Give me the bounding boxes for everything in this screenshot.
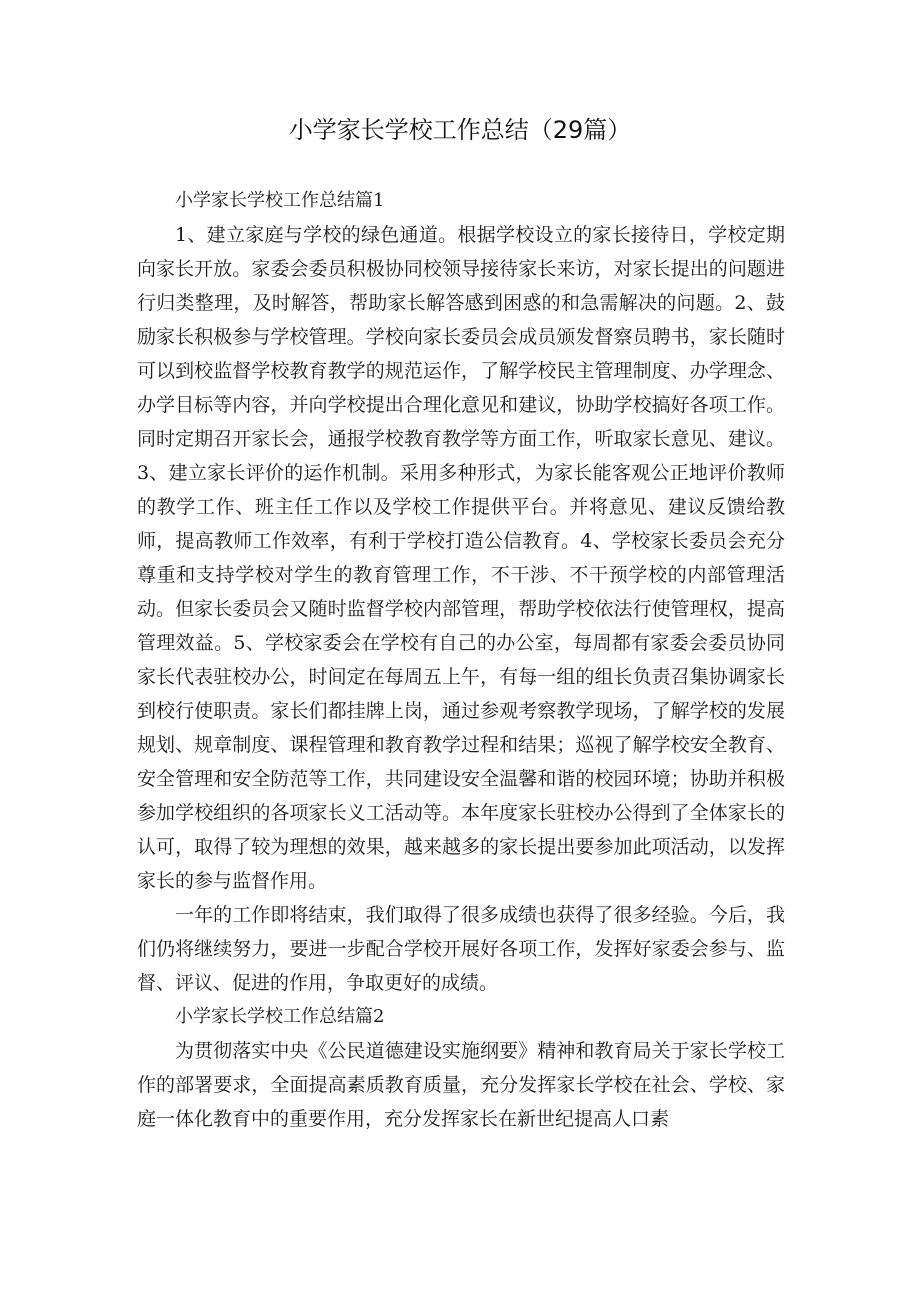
section-heading-1: 小学家长学校工作总结篇1 (175, 190, 385, 211)
document-title: 小学家长学校工作总结（29篇） (288, 116, 632, 144)
section-1-paragraph-2: 一年的工作即将结束，我们取得了很多成绩也获得了很多经验。今后，我们仍将继续努力，要进一步配合学校开展好各项工作，发挥好家委会参与、监督、评议、促进的作用，争取更好的成绩。 (137, 904, 785, 994)
section-heading-2: 小学家长学校工作总结篇2 (175, 1006, 385, 1027)
section-1-paragraph-1: 1、建立家庭与学校的绿色通道。根据学校设立的家长接待日，学校定期向家长开放。家委会委员积极协同校领导接待家长来访，对家长提出的问题进行归类整理，及时解答，帮助家长解答感到困惑的和急需解决的问题。2、鼓励家长积极参与学校管理。学校向家长委员会成员颁发督察员聘书，家长随时可以到校监督学校教育教学的规范运作，了解学校民主管理制度、办学理念、办学目标等内容，并向学校提出合理化意见和建议，协助学校搞好各项工作。同时定期召开家长会，通报学校教育教学等方面工作，听取家长意见、建议。3、建立家长评价的运作机制。采用多种形式，为家长能客观公正地评价教师的教学工作、班主任工作以及学校工作提供平台。并将意见、建议反馈给教师，提高教师工作效率，有利于学校打造公信教育。4、学校家长委员会充分尊重和支持学校对学生的教育管理工作，不干涉、不干预学校的内部管理活动。但家长委员会又随时监督学校内部管理，帮助学校依法行使管理权，提高管理效益。5、学校家委会在学校有自己的办公室，每周都有家委会委员协同家长代表驻校办公，时间定在每周五上午，有每一组的组长负责召集协调家长到校行使职责。家长们都挂牌上岗，通过参观考察教学现场，了解学校的发展规划、规章制度、课程管理和教育教学过程和结果；巡视了解学校安全教育、安全管理和安全防范等工作，共同建设安全温馨和谐的校园环境；协助并积极参加学校组织的各项家长义工活动等。本年度家长驻校办公得到了全体家长的认可，取得了较为理想的效果，越来越多的家长提出要参加此项活动，以发挥家长的参与监督作用。 (137, 224, 785, 892)
section-2-paragraph-1: 为贯彻落实中央《公民道德建设实施纲要》精神和教育局关于家长学校工作的部署要求，全面提高素质教育质量，充分发挥家长学校在社会、学校、家庭一体化教育中的重要作用，充分发挥家长在新世纪提高人口素 (137, 1040, 785, 1130)
document-body (137, 184, 785, 1136)
